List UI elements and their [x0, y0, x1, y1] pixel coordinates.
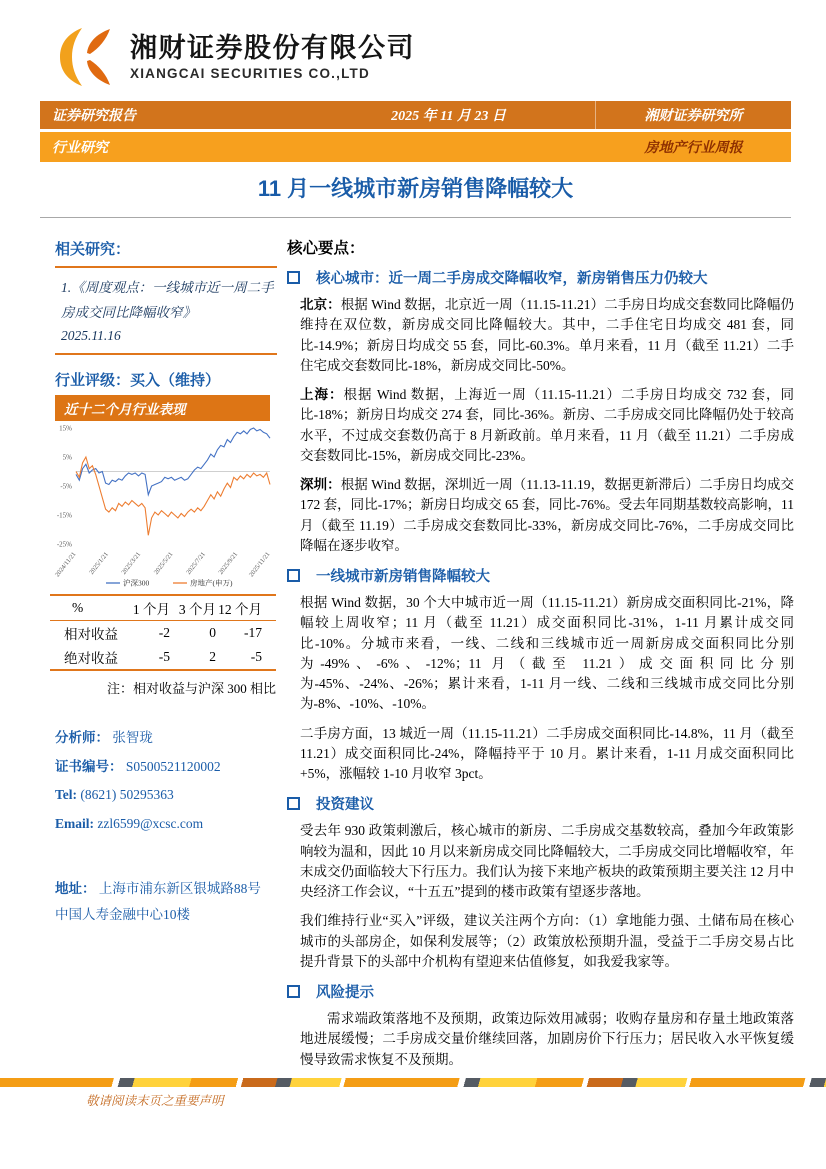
- table-cell: -5: [250, 649, 262, 664]
- report-type-label: 证券研究报告: [52, 109, 136, 124]
- address-label: 地址：: [55, 881, 96, 896]
- related-research-block: [55, 238, 277, 363]
- report-section: [287, 267, 794, 556]
- table-cell: -17: [244, 625, 262, 640]
- series-line: [76, 428, 270, 495]
- body-paragraph: 受去年 930 政策刺激后，核心城市的新房、二手房成交基数较高，叠加今年政策影响较为温和，因此 10 月以来新房成交同比降幅较大，二手房成交同比增幅收窄，年末成交仍面临较大下行压力。我们认为接下来地产板块的政策预期主要关注 12 月中央经济工作会议，“十五五”提到的楼市政策有望逐步落地。: [300, 823, 794, 899]
- body-paragraph: 二手房方面，13 城近一周（11.15-11.21）二手房成交面积同比-14.8%，11 月（截至 11.21）成交面积同比-24%，降幅持平于 10 月。累计来看，1-11 月成交面积同比+5%，涨幅较 1-10 月收窄 3pct。: [300, 725, 794, 781]
- svg-text:15%: 15%: [59, 424, 72, 433]
- body-paragraph: 深圳：根据 Wind 数据，深圳近一周（11.13-11.19，数据更新滞后）二手房日均成交 172 套，同比-17%；新房日均成交 65 套，同比-76%。受去年同期基数较高影响，11 月（截至 11.19）二手房成交套数同比-33%，新房成交同比-76%，二手房成交同比降幅在逐步收窄。: [300, 477, 794, 553]
- svg-text:2025/11/21: 2025/11/21: [247, 550, 272, 579]
- svg-text:2025/1/21: 2025/1/21: [88, 550, 110, 577]
- related-research-date: 2025.11.16: [61, 327, 121, 343]
- company-logo-block: [54, 26, 415, 88]
- table-row-label: 相对收益: [64, 627, 118, 642]
- report-section: [287, 793, 794, 972]
- body-paragraph: 我们维持行业“买入”评级，建议关注两个方向：（1）拿地能力强、土储布局在核心城市的头部房企，如保利发展等；（2）政策放松预期升温，受益于二手房交易占比提升背景下的头部中介机构有望迎来估值修复，如我爱我家等。: [300, 913, 794, 969]
- section-bullet-icon: [287, 985, 300, 998]
- title-divider: [40, 217, 791, 218]
- svg-text:2025/9/21: 2025/9/21: [217, 550, 240, 577]
- table-border: [50, 669, 276, 671]
- table-row: [50, 645, 276, 669]
- svg-text:-15%: -15%: [56, 511, 72, 520]
- table-cell: 0: [209, 625, 216, 640]
- analyst-name-line: [55, 727, 281, 749]
- table-cell: 2: [209, 649, 216, 664]
- address-line1: 上海市浦东新区银城路88号: [98, 881, 261, 896]
- industry-rating: 行业评级：买入（维持）: [55, 372, 221, 389]
- table-row-label: 绝对收益: [64, 651, 118, 666]
- section-title: 投资建议: [316, 797, 374, 814]
- svg-text:2025/7/21: 2025/7/21: [185, 550, 207, 577]
- cert-number: S0500521120002: [125, 758, 221, 774]
- email-line: [55, 813, 281, 835]
- body-paragraph: 北京：根据 Wind 数据，北京近一周（11.15-11.21）二手房日均成交套数同比降幅仍维持在双位数，新房成交同比降幅较大。其中，二手住宅日均成交 481 套，同比-14.9%；新房日均成交 55 套，同比-60.3%。单月来看，11 月（截至 11.21）二手住宅成交套数同比-18%，新房成交同比-50%。: [300, 297, 794, 373]
- chart-title-bar: 近十二个月行业表现: [55, 395, 270, 421]
- performance-chart: [52, 424, 274, 590]
- divider: [55, 266, 277, 268]
- city-label: 北京：: [300, 297, 341, 312]
- core-points-heading: 核心要点：: [287, 240, 365, 257]
- divider: [55, 353, 277, 355]
- table-note: 注：相对收益与沪深 300 相比: [106, 681, 276, 696]
- analyst-block: [55, 727, 281, 841]
- tel-line: [55, 784, 281, 806]
- tel-number: (8621) 50295363: [80, 787, 174, 803]
- email-label: Email:: [55, 815, 94, 831]
- xiangcai-logo-icon: [54, 26, 118, 88]
- table-header-cell: 12 个月: [218, 602, 262, 617]
- industry-bar: [40, 132, 791, 162]
- main-content: [287, 236, 794, 1079]
- body-paragraph: 根据 Wind 数据，30 个大中城市近一周（11.15-11.21）新房成交面积同比-21%，降幅较上周收窄；11 月（截至 11.21）成交面积同比-31%，1-11 月累计成交同比-10%。分城市来看，一线、二线和三线城市近一周新房成交面积同比分别为-49%、-6%、-12%；11 月（截至 11.21）成交面积同比分别为-45%、-24%、-26%；累计来看，1-11 月一线、二线和三线城市成交同比分别为-8%、-10%、-10%。: [300, 595, 794, 712]
- series-line: [76, 457, 270, 535]
- svg-text:2025/3/21: 2025/3/21: [120, 550, 143, 577]
- section-title: 风险提示: [316, 985, 374, 1001]
- analyst-label: 分析师：: [55, 730, 109, 745]
- company-name-cn: 湘财证券股份有限公司: [130, 32, 415, 63]
- table-header-cell: %: [72, 600, 84, 615]
- section-bullet-icon: [287, 271, 300, 284]
- body-paragraph: 需求端政策落地不及预期，政策边际效用减弱；收购存量房和存量土地政策落地进展缓慢；二手房成交量价继续回落，加剧房价下行压力；居民收入水平恢复缓慢导致需求恢复不及预期。: [300, 1011, 794, 1067]
- svg-text:沪深300: 沪深300: [123, 578, 150, 588]
- table-header-cell: 1 个月: [132, 602, 170, 617]
- email-address: zzl6599@xcsc.com: [97, 815, 204, 831]
- footer-disclaimer: 敬请阅读末页之重要声明: [86, 1094, 224, 1108]
- report-date: 2025 年 11 月 23 日: [391, 109, 506, 124]
- related-research-item: 1.《周度观点：一线城市近一周二手房成交同比降幅收窄》: [61, 280, 274, 320]
- report-section: [287, 565, 794, 784]
- table-row: [50, 621, 276, 645]
- address-block: [55, 876, 281, 927]
- footer-stripe: [0, 1078, 826, 1087]
- report-section: [287, 981, 794, 1070]
- svg-text:2024/11/21: 2024/11/21: [53, 550, 78, 579]
- table-header-cell: 3 个月: [178, 602, 216, 617]
- section-title: 核心城市：近一周二手房成交降幅收窄，新房销售压力仍较大: [316, 271, 708, 287]
- svg-text:2025/5/21: 2025/5/21: [152, 550, 175, 577]
- city-label: 上海：: [300, 387, 344, 402]
- report-type-bar: [40, 101, 791, 129]
- table-cell: -2: [158, 625, 170, 640]
- performance-table: [50, 594, 276, 697]
- table-cell: -5: [158, 649, 170, 664]
- page-title: 11 月一线城市新房销售降幅较大: [257, 176, 574, 201]
- industry-research-label: 行业研究: [52, 141, 108, 156]
- svg-text:房地产(申万): 房地产(申万): [190, 578, 233, 588]
- section-bullet-icon: [287, 569, 300, 582]
- svg-text:-5%: -5%: [60, 482, 72, 491]
- cert-line: [55, 756, 281, 778]
- address-line2: 中国人寿金融中心10楼: [55, 906, 190, 922]
- svg-text:-25%: -25%: [56, 540, 72, 549]
- company-name-en: XIANGCAI SECURITIES CO.,LTD: [130, 66, 370, 82]
- analyst-name: 张智珑: [112, 730, 153, 745]
- table-header-row: [50, 596, 276, 620]
- research-institute-label: 湘财证券研究所: [595, 101, 791, 129]
- tel-label: Tel:: [55, 787, 78, 803]
- section-bullet-icon: [287, 797, 300, 810]
- svg-text:5%: 5%: [62, 453, 72, 462]
- city-label: 深圳：: [300, 477, 341, 492]
- related-research-heading: 相关研究：: [55, 241, 131, 258]
- weekly-report-label: 房地产行业周报: [644, 141, 743, 156]
- body-paragraph: 上海：根据 Wind 数据，上海近一周（11.15-11.21）二手房日均成交 732 套，同比-18%；新房日均成交 274 套，同比-36%。新房、二手房成交同比降幅仍处于较高水平，不过成交套数仍高于 8 月新政前。单月来看，11 月（截至 11.21）二手房成交套数同比-15%，新房成交同比-23%。: [300, 387, 795, 463]
- cert-label: 证书编号：: [55, 758, 123, 774]
- section-title: 一线城市新房销售降幅较大: [316, 569, 490, 585]
- chart-svg: [52, 424, 274, 590]
